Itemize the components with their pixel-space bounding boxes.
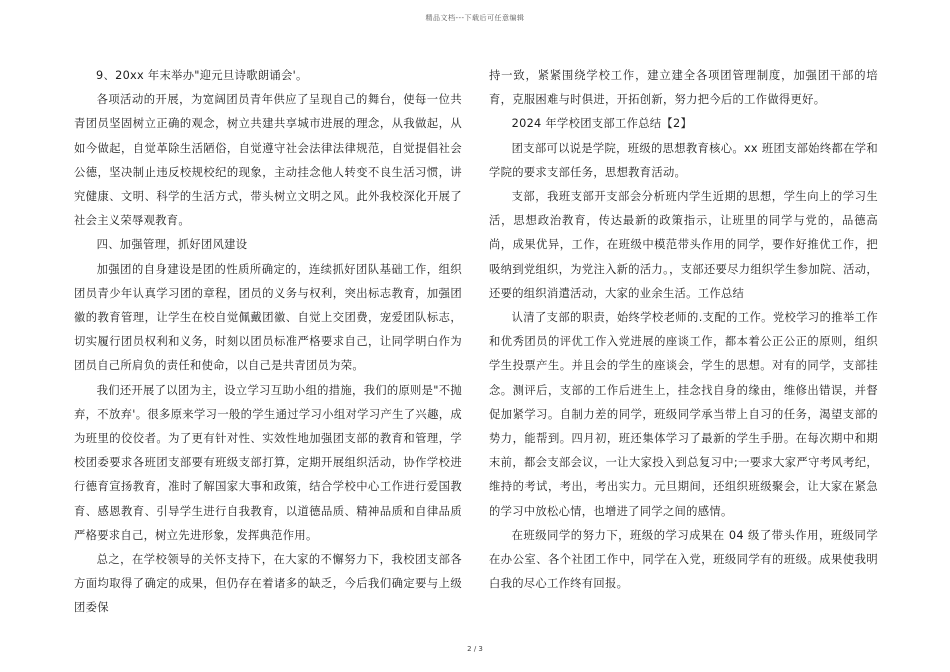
paragraph: 我们还开展了以团为主，设立学习互助小组的措施，我们的原则是"不抛弃，不放弃'。很多原来学习一般的学生通过学习小组对学习产生了兴趣，成为班里的佼佼者。为了更有针对性、实效性地加强团支部的教育和管理，学校团委要求各班团支部要有班级支部打算，定期开展组织活动，协作学校进行德育宣扬教育，准时了解国家大事和政策，结合学校中心工作进行爱国教育、感恩教育、引导学生进行自我教育，以道德品质、精神品质和自律品质严格要求自己，树立先进形象，发挥典范作用。 [74, 383, 462, 542]
page-header: 精品文档---下载后可任意编辑 [425, 14, 525, 22]
section-title: 2024 年学校团支部工作总结【2】 [511, 117, 693, 131]
list-item-9: 9、20xx 年末举办"迎元旦诗歌朗诵会'。 [96, 69, 308, 82]
paragraph: 加强团的自身建设是团的性质所确定的，连续抓好团队基础工作，组织团员青少年认真学习团的章程，团员的义务与权利，突出标志教育，加强团徽的教育管理，让学生在校自觉佩戴团徽、自觉上交团费，宠爱团队标志，切实履行团员权利和义务，时刻以团员标准严格要求自己，让同学明白作为团员自己所肩负的责任和使命，以自己是共青团员为荣。 [74, 262, 462, 373]
paragraph: 团支部可以说是学院，班级的思想教育核心。xx 班团支部始终都在学和学院的要求支部任务，思想教育活动。 [489, 141, 878, 179]
right-column [489, 64, 878, 596]
section-heading: 四、加强管理，抓好团风建设 [96, 238, 248, 252]
paragraph: 持一致，紧紧围绕学校工作，建立建全各项团管理制度，加强团干部的培育，克服困难与时俱进，开拓创新，努力把今后的工作做得更好。 [489, 69, 878, 107]
paragraph: 总之，在学校领导的关怀支持下，在大家的不懈努力下，我校团支部各方面均取得了确定的成果，但仍存在着诸多的缺乏，今后我们确定要与上级团委保 [74, 553, 462, 615]
left-column [74, 64, 462, 621]
paragraph: 在班级同学的努力下，班级的学习成果在 04 级了带头作用，班级同学在办公室、各个社团工作中，同学在入党，班级同学有的班级。成果使我明白我的尽心工作终有回报。 [489, 528, 878, 591]
paragraph: 认清了支部的职责，始终学校老师的.支配的工作。党校学习的推举工作和优秀团员的评优工作入党进展的座谈工作，都本着公正公正的原则，组织学生投票产生。并且会的学生的座谈会，学生的思想。对有的同学，支部挂念。测评后，支部的工作后进生上，挂念找自身的缘由，维修出错误，并督促加紧学习。自制力差的同学，班级同学承当带上自习的任务，渴望支部的势力，能帮到。四月初，班还集体学习了最新的学生手册。在每次期中和期末前，都会支部会议，一让大家投入到总复习中;一要求大家严守考风考纪，维持的考试，考出，考出实力。元旦期间，还组织班级聚会，让大家在紧急的学习中放松心情，也增进了同学之间的感情。 [489, 311, 878, 518]
paragraph: 各项活动的开展，为宽阔团员青年供应了呈现自己的舞台，使每一位共青团员坚固树立正确的观念，树立共建共享城市进展的理念，从我做起，从如今做起，自觉革除生活陋俗，自觉遵守社会法律法律规范，自觉提倡社会公德，坚决制止违反校规校纪的现象，主动挂念他人转变不良生活习惯，讲究健康、文明、科学的生活方式，带头树立文明之风。此外我校深化开展了社会主义荣辱观教育。 [74, 93, 462, 228]
paragraph: 支部，我班支部开支部会分析班内学生近期的思想，学生向上的学习生活，思想政治教育，传达最新的政策指示，让班里的同学与党的，品德高尚，成果优异，工作，在班级中模范带头作用的同学，要作好推优工作，把吸纳到党组织，为党注入新的活力。，支部还要尽力组织学生参加院、活动，还要的组织消遣活动，大家的业余生活。工作总结 [489, 190, 878, 300]
page-number: 2 / 3 [467, 645, 483, 653]
